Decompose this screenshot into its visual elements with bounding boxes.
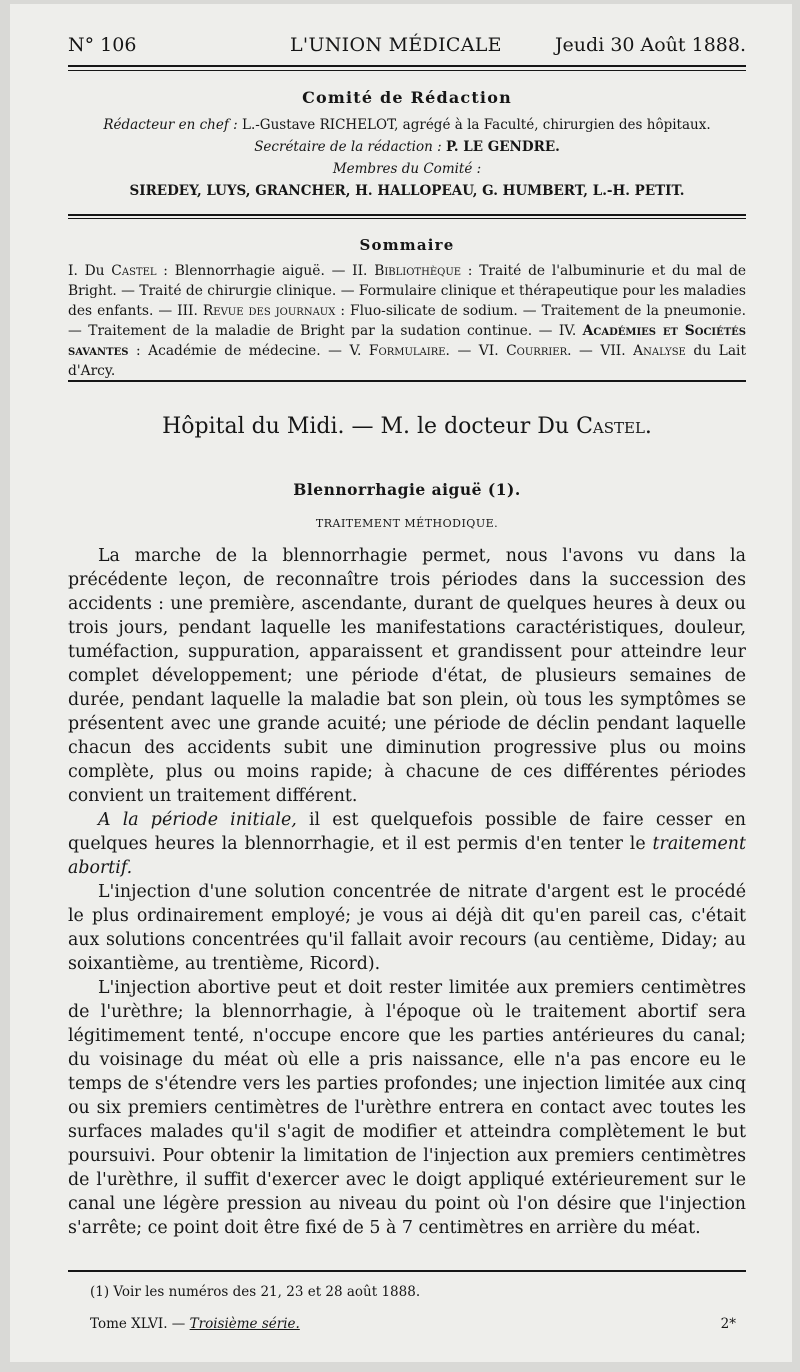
- paragraph-4: L'injection abortive peut et doit rester limitée aux premiers centimètres de l'urèthre; la blennorrhagie, à l'époque où le traitement abortif sera légitimement tenté, n'occupe encore que les parties antérieures du canal; du voisinage du méat où elle a pris naissance, elle n'a pas encore eu le temps de s'étendre vers les parties profondes; une injection limitée aux cinq ou six premiers centimètres de l'urèthre entrera en contact avec toutes les surfaces malades qu'il s'agit de modifier et atteindra complètement le but poursuivi. Pour obtenir la limitation de l'injection aux premiers centimètres de l'urèthre, il suffit d'exercer avec le doigt appliqué extérieurement sur le canal une légère pression au niveau du point où l'on désire que l'injection s'arrête; ce point doit être fixé de 5 à 7 centimètres en arrière du méat.: [68, 978, 746, 1238]
- members-list: SIREDEY, LUYS, GRANCHER, H. HALLOPEAU, G. HUMBERT, L.-H. PETIT.: [129, 183, 685, 199]
- summary-title: Sommaire: [359, 236, 455, 254]
- secretary-line: [68, 136, 746, 158]
- issue-date: Jeudi 30 Août 1888.: [554, 34, 746, 56]
- editor-label: Rédacteur en chef :: [103, 117, 238, 133]
- journal-title: L'UNION MÉDICALE: [290, 34, 502, 56]
- paragraph-2: A la période initiale, il est quelquefois possible de faire cesser en quelques heures la blennorrhagie, et il est permis d'en tenter le traitement abortif.: [68, 810, 746, 878]
- paragraph-3: L'injection d'une solution concentrée de nitrate d'argent est le procédé le plus ordinairement employé; je vous ai déjà dit qu'en pareil cas, c'était aux solutions concentrées qu'il fallait avoir recours (au centième, Diday; au soixantième, au trentième, Ricord).: [68, 882, 746, 974]
- article-subtitle: TRAITEMENT MÉTHODIQUE.: [315, 517, 499, 530]
- footnote: (1) Voir les numéros des 21, 23 et 28 août 1888.: [90, 1284, 421, 1300]
- summary-text: I. Du Castel : Blennorrhagie aiguë. — II. Bibliothèque : Traité de l'albuminurie et du mal de Bright. — Traité de chirurgie clinique. — Formulaire clinique et thérapeutique pour les maladies des enfants. — III. Revue des journaux : Fluo-silicate de sodium. — Traitement de la pneumonie. — Traitement de la maladie de Bright par la sudation continue. — IV. Académies et Sociétés savantes : Académie de médecine. — V. Formulaire. — VI. Courrier. — VII. Analyse du Lait d'Arcy.: [68, 263, 747, 379]
- journal-page: [10, 4, 792, 1362]
- article-title: Blennorrhagie aiguë (1).: [293, 480, 521, 499]
- footnote-rule: [68, 1270, 746, 1272]
- editor-name: L.-Gustave RICHELOT, agrégé à la Faculté, chirurgien des hôpitaux.: [241, 117, 711, 133]
- committee-rule: [68, 214, 746, 216]
- editor-line: [68, 114, 746, 136]
- header-rule-thin: [68, 70, 746, 71]
- committee-rule-thin: [68, 218, 746, 219]
- members-label: Membres du Comité :: [332, 161, 482, 177]
- committee-title: Comité de Rédaction: [302, 88, 512, 107]
- article-heading: Hôpital du Midi. — M. le docteur Du Castel.: [162, 414, 652, 439]
- volume-signature: Tome XLVI. — Troisième série.: [90, 1316, 300, 1332]
- article-body: [68, 544, 746, 1240]
- issue-number: N° 106: [68, 34, 137, 56]
- header-rule: [68, 65, 746, 67]
- paragraph-1: La marche de la blennorrhagie permet, nous l'avons vu dans la précédente leçon, de reconnaître trois périodes dans la succession des accidents : une première, ascendante, durant de quelques heures à deux ou trois jours, pendant laquelle les manifestations caractéristiques, douleur, tuméfaction, suppuration, apparaissent et grandissent pour atteindre leur complet développement; une période d'état, de plusieurs semaines de durée, pendant laquelle la maladie bat son plein, où tous les symptômes se présentent avec une grande acuité; une période de déclin pendant laquelle chacun des accidents subit une diminution progressive plus ou moins complète, plus ou moins rapide; à chacune de ces différentes périodes convient un traitement différent.: [68, 546, 746, 806]
- sheet-mark: 2*: [720, 1316, 736, 1332]
- secretary-name: P. LE GENDRE.: [445, 139, 560, 155]
- summary-rule: [68, 380, 746, 382]
- secretary-label: Secrétaire de la rédaction :: [254, 139, 442, 155]
- running-header: [68, 32, 746, 64]
